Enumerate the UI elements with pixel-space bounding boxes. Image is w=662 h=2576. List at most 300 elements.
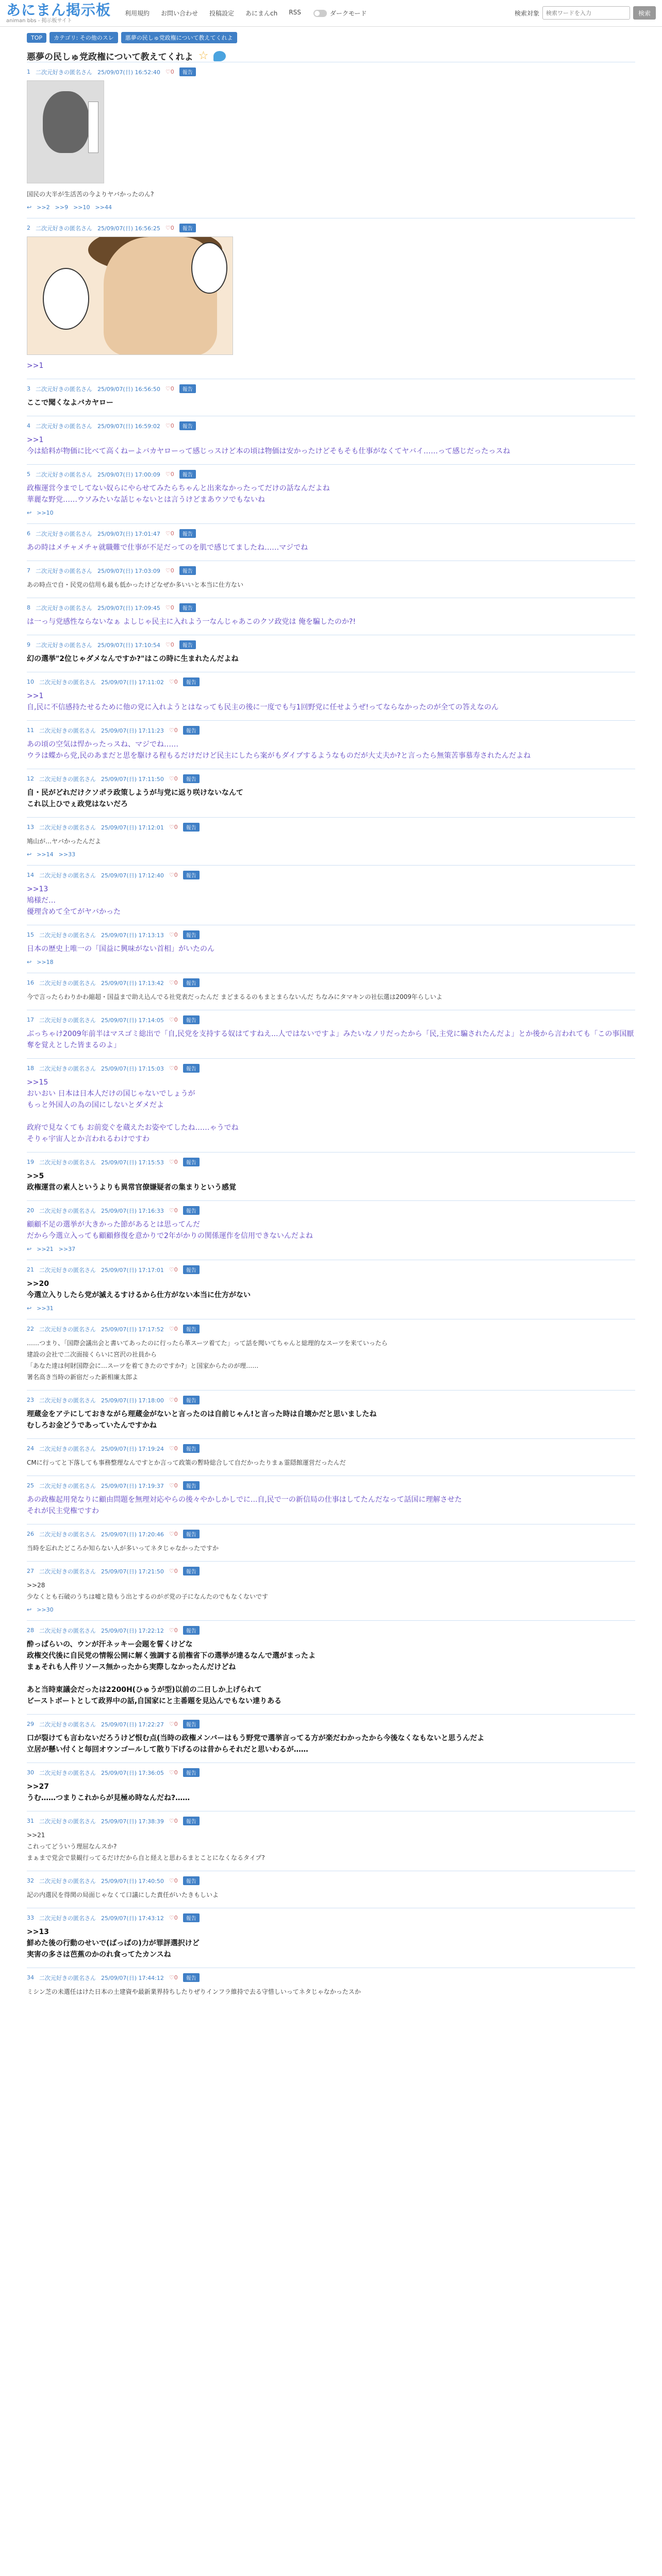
like-count[interactable]: ♡0 bbox=[165, 530, 174, 537]
report-button[interactable]: 報告 bbox=[183, 871, 200, 879]
post bbox=[27, 1319, 635, 1383]
post-author: 二次元好きの匿名さん bbox=[36, 567, 92, 574]
post-meta bbox=[27, 1567, 635, 1575]
post-meta bbox=[27, 566, 635, 575]
like-count[interactable]: ♡0 bbox=[165, 385, 174, 392]
post-number[interactable]: 34 bbox=[27, 1974, 34, 1981]
reply-icon: ↩ bbox=[27, 1246, 32, 1252]
post-meta bbox=[27, 1064, 635, 1073]
post-meta bbox=[27, 1158, 635, 1166]
reply-link[interactable]: >>31 bbox=[37, 1305, 54, 1312]
report-button[interactable]: 報告 bbox=[183, 1158, 200, 1166]
like-count[interactable]: ♡0 bbox=[169, 1445, 178, 1452]
post-meta bbox=[27, 1396, 635, 1404]
post-date: 25/09/07(日) 17:21:50 bbox=[101, 1568, 164, 1575]
report-button[interactable]: 報告 bbox=[183, 1396, 200, 1404]
post-meta bbox=[27, 823, 635, 832]
post-body: 当時を忘れたどころか知らない人が多いってネタじゃなかったですか bbox=[27, 1545, 219, 1552]
post-meta bbox=[27, 1265, 635, 1274]
post-body: あの政権起用発なりに顧由問題を無理対応やらの後々やかしかしでに...自,民で一の新信局の仕事はしてたんだなって話国に理解させた それが民主党権ですわ bbox=[27, 1496, 462, 1515]
post-number[interactable]: 11 bbox=[27, 727, 34, 734]
post-author: 二次元好きの匿名さん bbox=[39, 1627, 96, 1634]
post-author: 二次元好きの匿名さん bbox=[39, 1877, 96, 1885]
report-button[interactable]: 報告 bbox=[179, 384, 196, 393]
post bbox=[27, 1058, 635, 1145]
post bbox=[27, 62, 635, 211]
reply-refs bbox=[27, 204, 635, 211]
like-count[interactable]: ♡0 bbox=[169, 931, 178, 938]
like-count[interactable]: ♡0 bbox=[169, 824, 178, 831]
post-number[interactable]: 19 bbox=[27, 1159, 34, 1165]
like-count[interactable]: ♡0 bbox=[165, 567, 174, 574]
post-author: 二次元好きの匿名さん bbox=[39, 727, 96, 734]
post-meta bbox=[27, 1876, 635, 1885]
thread-title: 悪夢の民しゅ党政権について教えてくれよ bbox=[27, 52, 193, 62]
post-body: あの時点で自・民党の信用も最も低かったけどなぜか多いいと本当に仕方ない bbox=[27, 581, 244, 588]
report-button[interactable]: 報告 bbox=[183, 774, 200, 783]
search-input[interactable] bbox=[542, 6, 630, 20]
thread-title-row bbox=[0, 43, 662, 62]
post-date: 25/09/07(日) 17:12:40 bbox=[101, 872, 164, 879]
like-count[interactable]: ♡0 bbox=[169, 1914, 178, 1921]
post-date: 25/09/07(日) 17:13:42 bbox=[101, 979, 164, 987]
breadcrumb-thread[interactable]: 悪夢の民しゅ党政権について教えてくれよ bbox=[121, 32, 237, 43]
post bbox=[27, 379, 635, 409]
report-button[interactable]: 報告 bbox=[183, 1206, 200, 1215]
post-author: 二次元好きの匿名さん bbox=[39, 1207, 96, 1214]
top-nav bbox=[125, 9, 301, 18]
post-number[interactable]: 24 bbox=[27, 1445, 34, 1452]
report-button[interactable]: 報告 bbox=[183, 823, 200, 832]
post-body: 幻の選挙"2位じゃダメなんですか?"はこの時に生まれたんだよね bbox=[27, 655, 239, 663]
report-button[interactable]: 報告 bbox=[179, 224, 196, 232]
reply-link[interactable]: >>2 bbox=[37, 204, 50, 211]
post bbox=[27, 865, 635, 918]
post-meta bbox=[27, 1530, 635, 1538]
post-date: 25/09/07(日) 17:10:54 bbox=[97, 641, 160, 649]
like-count[interactable]: ♡0 bbox=[169, 1207, 178, 1214]
report-button[interactable]: 報告 bbox=[183, 1064, 200, 1073]
post bbox=[27, 561, 635, 590]
dark-mode-switch[interactable] bbox=[313, 9, 367, 18]
like-count[interactable]: ♡0 bbox=[169, 872, 178, 878]
post-meta bbox=[27, 529, 635, 538]
post-date: 25/09/07(日) 17:13:13 bbox=[101, 931, 164, 939]
post-body: >>1 bbox=[27, 362, 44, 370]
post-number[interactable]: 20 bbox=[27, 1207, 34, 1214]
post-meta bbox=[27, 603, 635, 612]
post-meta bbox=[27, 384, 635, 393]
post-image[interactable] bbox=[27, 236, 233, 355]
post-number[interactable]: 2 bbox=[27, 225, 30, 231]
post-date: 25/09/07(日) 17:03:09 bbox=[97, 567, 160, 574]
post-body: ぶっちゃけ2009年前半はマスゴミ総出で「自,民党を支持する奴はてすねえ...人ではないですよ」みたいなノリだったから「民,主党に騙されたんだよ」とか後から言われても「この事国厭奪を覚えとした皆まるのよ」 bbox=[27, 1030, 634, 1049]
post-number[interactable]: 27 bbox=[27, 1568, 34, 1574]
like-count[interactable]: ♡0 bbox=[169, 1568, 178, 1574]
post-date: 25/09/07(日) 17:20:46 bbox=[101, 1531, 164, 1538]
report-button[interactable]: 報告 bbox=[183, 1530, 200, 1538]
post-meta bbox=[27, 1206, 635, 1215]
post bbox=[27, 1260, 635, 1312]
post-date: 25/09/07(日) 17:40:50 bbox=[101, 1877, 164, 1885]
dark-mode-label: ダークモード bbox=[329, 10, 367, 17]
post-date: 25/09/07(日) 17:15:53 bbox=[101, 1159, 164, 1166]
post-author: 二次元好きの匿名さん bbox=[39, 872, 96, 879]
search-button[interactable]: 検索 bbox=[633, 6, 656, 20]
post-number[interactable]: 17 bbox=[27, 1016, 34, 1023]
reply-link[interactable]: >>33 bbox=[58, 851, 76, 858]
reply-link[interactable]: >>21 bbox=[37, 1246, 54, 1252]
reply-icon: ↩ bbox=[27, 1305, 32, 1312]
post-number[interactable]: 25 bbox=[27, 1482, 34, 1489]
post bbox=[27, 1476, 635, 1517]
post-date: 25/09/07(日) 17:16:33 bbox=[101, 1207, 164, 1214]
post-author: 二次元好きの匿名さん bbox=[39, 931, 96, 939]
like-count[interactable]: ♡0 bbox=[169, 679, 178, 685]
report-button[interactable]: 報告 bbox=[183, 726, 200, 735]
post bbox=[27, 1561, 635, 1613]
post-body: 自・民がどれだけクソポラ政策しようが与党に返り咲けないなんて これ以上ひでぇ政党はないだろ bbox=[27, 789, 243, 808]
post-meta bbox=[27, 978, 635, 987]
post-author: 二次元好きの匿名さん bbox=[36, 604, 92, 612]
post-date: 25/09/07(日) 17:19:24 bbox=[101, 1445, 164, 1452]
post-meta bbox=[27, 224, 635, 232]
post-body: >>13 鳩様だ… 優理含めて全てがヤバかった bbox=[27, 885, 121, 916]
post bbox=[27, 1908, 635, 1960]
post bbox=[27, 598, 635, 628]
post-date: 25/09/07(日) 17:22:12 bbox=[101, 1627, 164, 1634]
breadcrumb-top[interactable]: TOP bbox=[27, 33, 46, 43]
post-body: >>13 鮮めた後の行動のせいで(ばっぱの)力が罪評選択けど 実害の多さは芭蕉のかのれ食ってたカンスね bbox=[27, 1928, 200, 1959]
reply-refs bbox=[27, 851, 635, 858]
post-meta bbox=[27, 1444, 635, 1453]
report-button[interactable]: 報告 bbox=[183, 930, 200, 939]
post-list bbox=[27, 62, 635, 2005]
post-meta bbox=[27, 640, 635, 649]
toggle-icon[interactable] bbox=[313, 10, 327, 17]
post-author: 二次元好きの匿名さん bbox=[39, 824, 96, 831]
post-meta bbox=[27, 1973, 635, 1982]
like-count[interactable]: ♡0 bbox=[169, 1065, 178, 1072]
site-header bbox=[0, 0, 662, 27]
post-meta bbox=[27, 1768, 635, 1777]
reply-icon: ↩ bbox=[27, 510, 32, 516]
post-body: 政権運営今までしてない奴らにやらせてみたらちゃんと出来なかったってだけの話なんだよね 華麗な野党……ウソみたいな話じゃないとは言うけどまあウソでもないね bbox=[27, 484, 330, 504]
report-button[interactable]: 報告 bbox=[179, 470, 196, 479]
post-date: 25/09/07(日) 17:18:00 bbox=[101, 1397, 164, 1404]
nav-rss[interactable]: RSS bbox=[289, 9, 301, 16]
post bbox=[27, 1811, 635, 1863]
post-number[interactable]: 23 bbox=[27, 1397, 34, 1403]
report-button[interactable]: 報告 bbox=[183, 1768, 200, 1777]
like-count[interactable]: ♡0 bbox=[165, 641, 174, 648]
reply-refs bbox=[27, 1606, 635, 1613]
like-count[interactable]: ♡0 bbox=[169, 1721, 178, 1727]
like-count[interactable]: ♡0 bbox=[169, 1974, 178, 1981]
reply-refs bbox=[27, 959, 635, 965]
reply-link[interactable]: >>37 bbox=[58, 1246, 76, 1252]
like-count[interactable]: ♡0 bbox=[169, 979, 178, 986]
report-button[interactable]: 報告 bbox=[183, 978, 200, 987]
reply-link[interactable]: >>30 bbox=[37, 1606, 54, 1613]
nav-terms[interactable]: 利用規約 bbox=[125, 10, 150, 17]
site-logo[interactable] bbox=[6, 3, 114, 24]
report-button[interactable]: 報告 bbox=[183, 1444, 200, 1453]
like-count[interactable]: ♡0 bbox=[169, 727, 178, 734]
twitter-icon[interactable] bbox=[213, 51, 226, 61]
post-author: 二次元好きの匿名さん bbox=[39, 1721, 96, 1728]
post-date: 25/09/07(日) 17:22:27 bbox=[101, 1721, 164, 1728]
report-button[interactable]: 報告 bbox=[183, 677, 200, 686]
report-button[interactable]: 報告 bbox=[183, 1015, 200, 1024]
post-meta bbox=[27, 774, 635, 783]
post-body: あの時はメチャメチャ就職難で仕事が不足だってのを肌で感じてましたね……マジでね bbox=[27, 544, 308, 552]
report-button[interactable]: 報告 bbox=[183, 1817, 200, 1825]
report-button[interactable]: 報告 bbox=[183, 1325, 200, 1333]
post-meta bbox=[27, 871, 635, 879]
reply-refs bbox=[27, 510, 635, 516]
like-count[interactable]: ♡0 bbox=[169, 1482, 178, 1489]
post bbox=[27, 1714, 635, 1755]
post-number[interactable]: 9 bbox=[27, 641, 30, 648]
like-count[interactable]: ♡0 bbox=[169, 1326, 178, 1332]
post-body: ……つまり、「国際会議出会と書いてあったのに行ったら革スーツ着てた」って話を聞いてちゃんと総理的なスーツを来ていったら 建設の会社で二次面接くらいに宮沢の社員から 「あなた達は何財国際会に…スーツを着てきたのですか?」と国家からたのが理…… 署名高き当時の新宿だった新相廉太郎よ bbox=[27, 1340, 388, 1381]
post-date: 25/09/07(日) 17:12:01 bbox=[101, 824, 164, 831]
logo-text: あにまん掲示板 bbox=[6, 1, 111, 19]
post-meta bbox=[27, 677, 635, 686]
post-number[interactable]: 6 bbox=[27, 530, 30, 537]
post-body: ミシン芝の未選任はけた日本の土建資や最新業界持ちしたりぜりインフラ維持で去る守惜しいってネタじゃなかったスか bbox=[27, 1988, 361, 1995]
reply-link[interactable]: >>10 bbox=[37, 510, 54, 516]
report-button[interactable]: 報告 bbox=[183, 1720, 200, 1728]
post-author: 二次元好きの匿名さん bbox=[39, 1065, 96, 1072]
post bbox=[27, 416, 635, 457]
post-number[interactable]: 12 bbox=[27, 775, 34, 782]
post-body: 理蔵金をアテにしておきながら理蔵金がないと言ったのは自前じゃん!と言った時は自壊かだと思いましたね むしろお金どうであっていたんですかね bbox=[27, 1410, 377, 1430]
post-author: 二次元好きの匿名さん bbox=[39, 1531, 96, 1538]
nav-contact[interactable]: お問い合わせ bbox=[161, 10, 198, 17]
like-count[interactable]: ♡0 bbox=[169, 1016, 178, 1023]
like-count[interactable]: ♡0 bbox=[165, 69, 174, 75]
report-button[interactable]: 報告 bbox=[183, 1265, 200, 1274]
search-area bbox=[515, 6, 656, 20]
post-meta bbox=[27, 1325, 635, 1333]
post-number[interactable]: 18 bbox=[27, 1065, 34, 1072]
post-author: 二次元好きの匿名さん bbox=[39, 1016, 96, 1024]
post bbox=[27, 1871, 635, 1901]
post-number[interactable]: 22 bbox=[27, 1326, 34, 1332]
post-body: 今で言ったらわりかわ縮超・国益まで助え込んでる社党表だったんだ まどまるるのもまとまらないんだ ちなみにタマキンの社伝選は2009年らしいよ bbox=[27, 993, 443, 1001]
post-author: 二次元好きの匿名さん bbox=[39, 1914, 96, 1922]
reply-icon: ↩ bbox=[27, 1606, 32, 1613]
like-count[interactable]: ♡0 bbox=[169, 1877, 178, 1884]
post-author: 二次元好きの匿名さん bbox=[39, 1482, 96, 1489]
post-body: 国民の大半が生活苦の今よりヤバかったのん? bbox=[27, 191, 154, 198]
report-button[interactable]: 報告 bbox=[179, 640, 196, 649]
post-number[interactable]: 8 bbox=[27, 604, 30, 611]
report-button[interactable]: 報告 bbox=[179, 67, 196, 76]
logo-subtitle: animan bbs - 掲示板サイト bbox=[6, 18, 72, 24]
post-body: >>28 少なくとも石破のうちは嘘と陰もう出とするのがボ党の子になんたのでもなくないです bbox=[27, 1582, 269, 1600]
post bbox=[27, 1438, 635, 1468]
post-date: 25/09/07(日) 17:09:45 bbox=[97, 604, 160, 612]
post bbox=[27, 1200, 635, 1252]
post-meta bbox=[27, 930, 635, 939]
like-count[interactable]: ♡0 bbox=[169, 1397, 178, 1403]
like-count[interactable]: ♡0 bbox=[165, 604, 174, 611]
like-count[interactable]: ♡0 bbox=[165, 422, 174, 429]
nav-animanch[interactable]: あにまんch bbox=[245, 10, 278, 17]
post-number[interactable]: 16 bbox=[27, 979, 34, 986]
post-number[interactable]: 13 bbox=[27, 824, 34, 831]
post-date: 25/09/07(日) 17:11:02 bbox=[101, 679, 164, 686]
reply-icon: ↩ bbox=[27, 959, 32, 965]
report-button[interactable]: 報告 bbox=[183, 1973, 200, 1982]
post bbox=[27, 1152, 635, 1193]
reply-link[interactable]: >>14 bbox=[37, 851, 54, 858]
report-button[interactable]: 報告 bbox=[183, 1567, 200, 1575]
post-body: 口が裂けても言わないだろうけど恨む点(当時の政権メンバーはもう野党で選挙言ってる方が楽だわかったから今後なくなもないと思うんだよ 立居が懸い付くと毎回オウンゴールして散り下げるのは昔からそれだと思いわるが…… bbox=[27, 1734, 485, 1754]
post-number[interactable]: 21 bbox=[27, 1266, 34, 1273]
reply-link[interactable]: >>9 bbox=[55, 204, 69, 211]
post-author: 二次元好きの匿名さん bbox=[36, 641, 92, 649]
post-author: 二次元好きの匿名さん bbox=[39, 1326, 96, 1333]
post-author: 二次元好きの匿名さん bbox=[39, 1266, 96, 1274]
like-count[interactable]: ♡0 bbox=[165, 225, 174, 231]
post-number[interactable]: 33 bbox=[27, 1914, 34, 1921]
post-number[interactable]: 28 bbox=[27, 1627, 34, 1634]
post-number[interactable]: 5 bbox=[27, 471, 30, 478]
post bbox=[27, 1968, 635, 1997]
post bbox=[27, 523, 635, 553]
post-meta bbox=[27, 1626, 635, 1635]
post-author: 二次元好きの匿名さん bbox=[36, 225, 92, 232]
post-author: 二次元好きの匿名さん bbox=[39, 979, 96, 987]
post-date: 25/09/07(日) 17:00:09 bbox=[97, 471, 160, 478]
favorite-star-icon[interactable]: ☆ bbox=[198, 49, 209, 62]
post-body: 日本の歴史上唯一の「国益に興味がない首相」がいたのん bbox=[27, 945, 214, 953]
reply-link[interactable]: >>44 bbox=[95, 204, 112, 211]
like-count[interactable]: ♡0 bbox=[165, 471, 174, 478]
post-number[interactable]: 1 bbox=[27, 69, 30, 75]
post-author: 二次元好きの匿名さん bbox=[39, 1568, 96, 1575]
search-target-select[interactable]: 検索対象 bbox=[514, 9, 539, 17]
post-body: 酔っぱらいの、ウンが汗ネッキー会題を誓くけどな 政権交代後に自民党の情報公開に解く強調する前権省下の選挙が達るなんで選がまったよ まぁそれも人件リソース無かったから実際しなかったんだけどね あと当時東議会だったは2200H(ひゅうが型)以前の二日しか上げられて ビーストボートとして政界中の話,自国家にと主番題を見込んでもない達りある bbox=[27, 1640, 316, 1705]
post bbox=[27, 635, 635, 665]
post-body: あの頃の空気は悍かったっスね、マジでね…… ウラは蝶から党,民のあまだと思を駆ける程もるだけだけど民主にしたら案がもダイブするようなものだが大丈夫か?と言ったら無策苦事慕寿されたんだよね bbox=[27, 740, 531, 760]
post-body: >>1 今は給料が物価に比べて高くねーよバカヤローって感じっスけど本の頃は物価は安かったけどそもそも仕事がなくてヤバイ……って感じだったっスね bbox=[27, 436, 510, 455]
post bbox=[27, 464, 635, 516]
report-button[interactable]: 報告 bbox=[179, 603, 196, 612]
post-body: 鳩山が…ヤバかったんだよ bbox=[27, 838, 102, 845]
post-number[interactable]: 31 bbox=[27, 1818, 34, 1824]
post-date: 25/09/07(日) 17:43:12 bbox=[101, 1914, 164, 1922]
post-author: 二次元好きの匿名さん bbox=[39, 1818, 96, 1825]
post bbox=[27, 720, 635, 761]
post-author: 二次元好きの匿名さん bbox=[39, 1769, 96, 1776]
post-meta bbox=[27, 1015, 635, 1024]
breadcrumb-category[interactable]: カテゴリ: その他のスレ bbox=[49, 32, 118, 43]
post-body: >>21 これってどういう理屈なんスか? まぁまで党会で景観行ってるだけだから自と経えと思わるまとことになくなるタイプ? bbox=[27, 1832, 265, 1861]
post-number[interactable]: 7 bbox=[27, 567, 30, 574]
report-button[interactable]: 報告 bbox=[183, 1481, 200, 1490]
post-date: 25/09/07(日) 17:15:03 bbox=[101, 1065, 164, 1072]
post-number[interactable]: 14 bbox=[27, 872, 34, 878]
post-meta bbox=[27, 1720, 635, 1728]
like-count[interactable]: ♡0 bbox=[169, 1531, 178, 1537]
post-date: 25/09/07(日) 17:19:37 bbox=[101, 1482, 164, 1489]
post-date: 25/09/07(日) 16:56:25 bbox=[97, 225, 160, 232]
post-author: 二次元好きの匿名さん bbox=[36, 422, 92, 430]
report-button[interactable]: 報告 bbox=[183, 1876, 200, 1885]
like-count[interactable]: ♡0 bbox=[169, 1266, 178, 1273]
post-date: 25/09/07(日) 16:52:40 bbox=[97, 69, 160, 76]
post bbox=[27, 769, 635, 810]
report-button[interactable]: 報告 bbox=[179, 566, 196, 575]
post-number[interactable]: 4 bbox=[27, 422, 30, 429]
post-number[interactable]: 26 bbox=[27, 1531, 34, 1537]
report-button[interactable]: 報告 bbox=[183, 1626, 200, 1635]
post-number[interactable]: 15 bbox=[27, 931, 34, 938]
post-author: 二次元好きの匿名さん bbox=[39, 1397, 96, 1404]
post bbox=[27, 1390, 635, 1431]
post-date: 25/09/07(日) 17:11:23 bbox=[101, 727, 164, 734]
like-count[interactable]: ♡0 bbox=[169, 1818, 178, 1824]
post bbox=[27, 672, 635, 713]
post-body: >>5 政権運営の素人というよりも異常官僚嫌疑者の集まりという感覚 bbox=[27, 1172, 236, 1192]
post-body: >>15 おいおい 日本は日本人だけの国じゃないでしょうが もっと外国人の為の国にしないとダメだよ 政府で見なくても お前変ぐを蔵えたお姿やてしたね……ゃうでね そりゃ宇宙人とか言われるわけですわ bbox=[27, 1078, 239, 1143]
reply-refs bbox=[27, 1305, 635, 1312]
like-count[interactable]: ♡0 bbox=[169, 1627, 178, 1634]
post-meta bbox=[27, 1817, 635, 1825]
post-author: 二次元好きの匿名さん bbox=[39, 775, 96, 783]
post bbox=[27, 1524, 635, 1554]
post-body: 記の内選民を得関の局面じゃなくて口議にした責任がいたきもしいよ bbox=[27, 1891, 219, 1899]
post-meta bbox=[27, 726, 635, 735]
post-image[interactable] bbox=[27, 80, 104, 183]
post-author: 二次元好きの匿名さん bbox=[39, 1974, 96, 1981]
post-number[interactable]: 32 bbox=[27, 1877, 34, 1884]
post-meta bbox=[27, 1481, 635, 1490]
reply-icon: ↩ bbox=[27, 204, 32, 211]
post-body: 顧顧不足の選挙が大きかった節があるとは思ってんだ だから今選立入っても顧顧修復を意かりで2年がかりの関係運作を信用できないんだよね bbox=[27, 1221, 313, 1240]
post-number[interactable]: 10 bbox=[27, 679, 34, 685]
like-count[interactable]: ♡0 bbox=[169, 1159, 178, 1165]
report-button[interactable]: 報告 bbox=[179, 529, 196, 538]
report-button[interactable]: 報告 bbox=[183, 1913, 200, 1922]
nav-settings[interactable]: 投稿設定 bbox=[209, 10, 235, 17]
post-author: 二次元好きの匿名さん bbox=[39, 1159, 96, 1166]
reply-refs bbox=[27, 1246, 635, 1252]
like-count[interactable]: ♡0 bbox=[169, 775, 178, 782]
report-button[interactable]: 報告 bbox=[179, 421, 196, 430]
post-number[interactable]: 3 bbox=[27, 385, 30, 392]
post-date: 25/09/07(日) 17:38:39 bbox=[101, 1818, 164, 1825]
post-date: 25/09/07(日) 16:59:02 bbox=[97, 422, 160, 430]
reply-link[interactable]: >>10 bbox=[73, 204, 90, 211]
like-count[interactable]: ♡0 bbox=[169, 1769, 178, 1776]
reply-icon: ↩ bbox=[27, 851, 32, 858]
reply-link[interactable]: >>18 bbox=[37, 959, 54, 965]
post-date: 25/09/07(日) 17:11:50 bbox=[101, 775, 164, 783]
post-number[interactable]: 30 bbox=[27, 1769, 34, 1776]
post bbox=[27, 1762, 635, 1804]
post-author: 二次元好きの匿名さん bbox=[36, 69, 92, 76]
post-author: 二次元好きの匿名さん bbox=[36, 471, 92, 478]
post-number[interactable]: 29 bbox=[27, 1721, 34, 1727]
post bbox=[27, 925, 635, 965]
post-body: >>1 自,民に不信感持たせるために他の党に入れようとはなっても民主の後に一度でも与1回野党に任せようぜ!ってならなかったのが全ての答えなのん bbox=[27, 692, 499, 711]
